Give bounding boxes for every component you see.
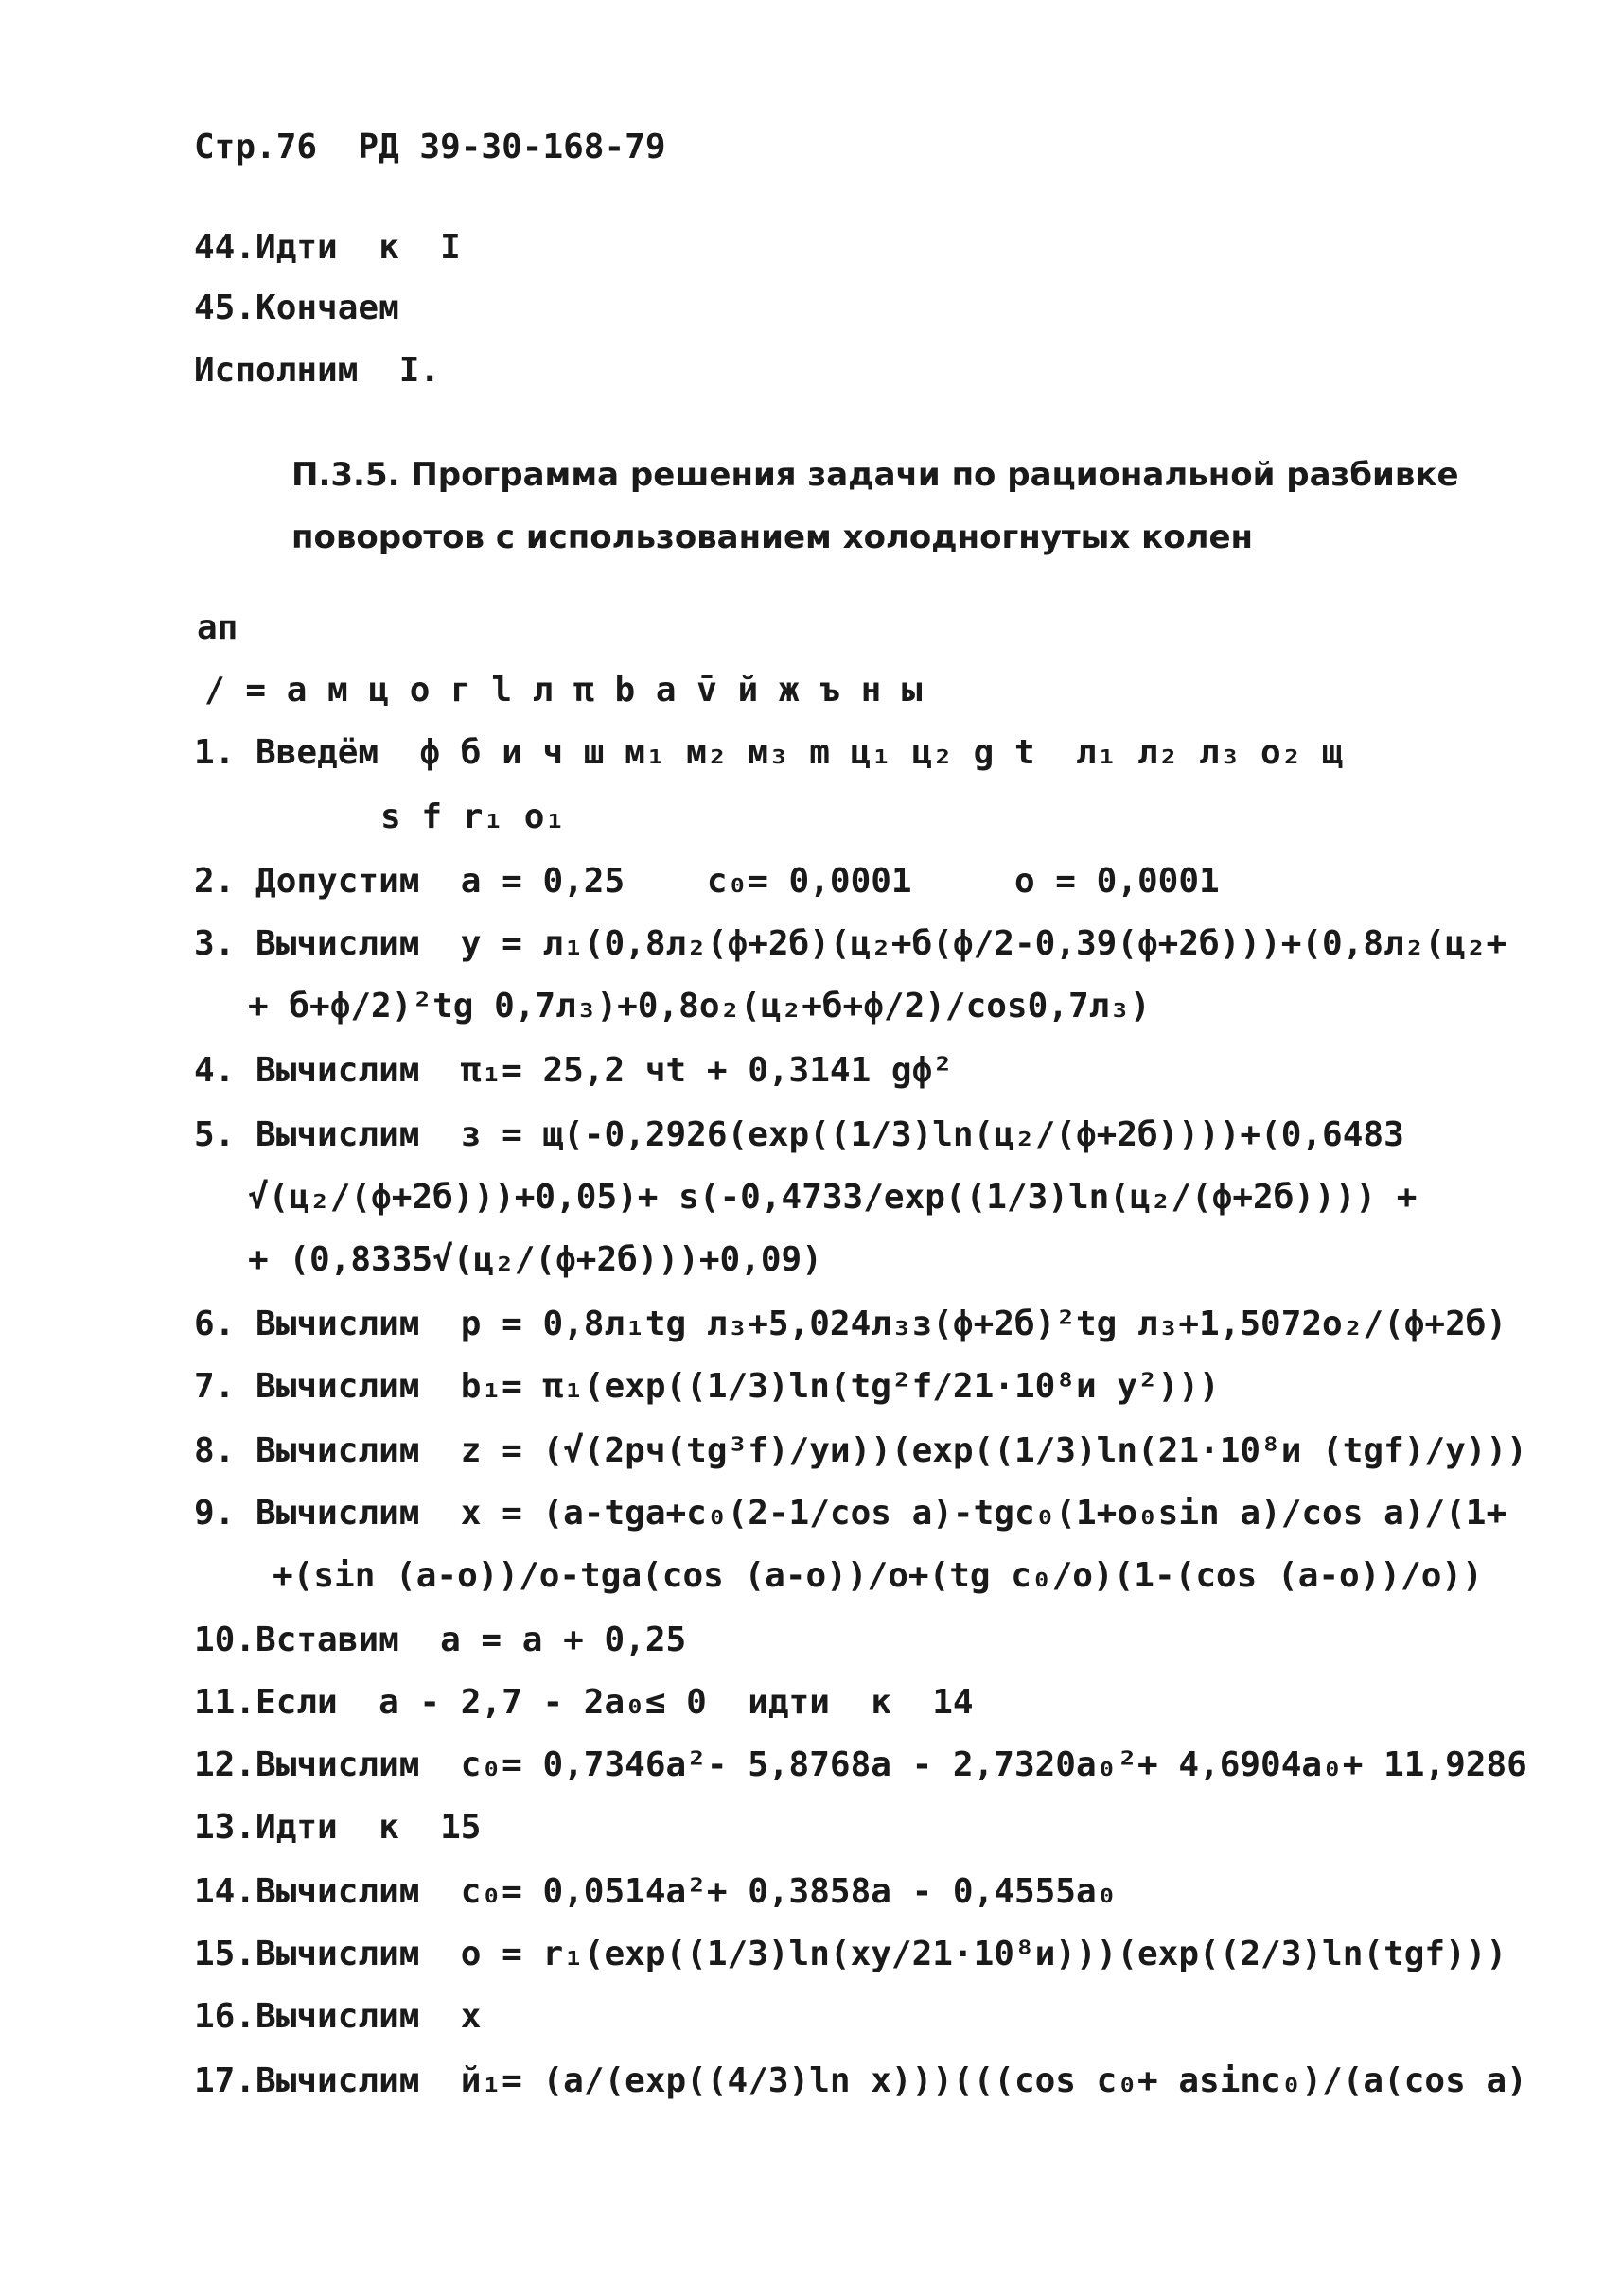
program-step: +(sin (а-о))/о-tgа(cos (а-о))/о+(tg с₀/о)(1-(cos (а-о))/о))	[273, 1556, 1483, 1595]
program-step: + б+ф/2)²tg 0,7л₃)+0,8о₂(ц₂+б+ф/2)/cos0,7л₃)	[248, 987, 1151, 1025]
program-step: 5. Вычислим з = щ(-0,2926(exp((1/3)ln(ц₂/(ф+2б))))+(0,6483	[194, 1115, 1404, 1154]
step-45: 45.Кончаем	[194, 289, 399, 327]
execute-line: Исполним I.	[194, 351, 441, 390]
program-step: 16.Вычислим х	[194, 1997, 482, 2036]
program-step: s f r₁ о₁	[380, 797, 566, 836]
step-44: 44.Идти к I	[194, 228, 461, 267]
program-step: 1. Введём ф б и ч ш м₁ м₂ м₃ m ц₁ ц₂ g t л₁ л₂ л₃ о₂ щ	[194, 733, 1343, 772]
program-step: 2. Допустим а = 0,25 с₀= 0,0001 о = 0,0001	[194, 862, 1220, 901]
program-label: ап	[197, 608, 238, 647]
program-step: 17.Вычислим й₁= (а/(exp((4/3)ln х)))(((cos с₀+ аsinс₀)/(а(cos а)	[194, 2061, 1527, 2100]
program-step: 8. Вычислим z = (√(2рч(tg³f)/уи))(exp((1/3)ln(21·10⁸и (tgf)/у)))	[194, 1431, 1527, 1470]
program-step: 15.Вычислим о = r₁(exp((1/3)ln(ху/21·10⁸и)))(exp((2/3)ln(tgf)))	[194, 1935, 1507, 1973]
section-title-line-1: П.3.5. Программа решения задачи по рациональной разбивке	[291, 456, 1459, 494]
program-step: 12.Вычислим с₀= 0,7346а²- 5,8768а - 2,7320а₀²+ 4,6904а₀+ 11,9286	[194, 1745, 1527, 1784]
program-step: 3. Вычислим у = л₁(0,8л₂(ф+2б)(ц₂+б(ф/2-0,39(ф+2б)))+(0,8л₂(ц₂+	[194, 924, 1507, 963]
alphabet-line: / = а м ц о г l л π b а v̄ й ж ъ н ы	[204, 671, 923, 710]
program-step: 13.Идти к 15	[194, 1808, 482, 1847]
page-header: Стр.76 РД 39-30-168-79	[194, 128, 666, 167]
program-step: 9. Вычислим х = (а-tgа+с₀(2-1/cos а)-tgс₀(1+о₀sin а)/cos а)/(1+	[194, 1494, 1507, 1533]
program-step: 10.Вставим а = а + 0,25	[194, 1621, 687, 1659]
program-step: + (0,8335√(ц₂/(ф+2б)))+0,09)	[248, 1240, 822, 1279]
program-step: 4. Вычислим π₁= 25,2 чt + 0,3141 gф²	[194, 1051, 953, 1090]
program-step: 7. Вычислим b₁= π₁(exp((1/3)ln(tg²f/21·10⁸и у²)))	[194, 1367, 1220, 1406]
program-step: √(ц₂/(ф+2б)))+0,05)+ s(-0,4733/exp((1/3)ln(ц₂/(ф+2б)))) +	[248, 1178, 1418, 1217]
section-title-line-2: поворотов с использованием холодногнутых колен	[291, 518, 1254, 556]
program-step: 11.Если а - 2,7 - 2а₀≤ 0 идти к 14	[194, 1683, 974, 1722]
program-step: 14.Вычислим с₀= 0,0514а²+ 0,3858а - 0,4555а₀	[194, 1872, 1118, 1911]
program-step: 6. Вычислим р = 0,8л₁tg л₃+5,024л₃з(ф+2б)²tg л₃+1,5072о₂/(ф+2б)	[194, 1305, 1507, 1343]
